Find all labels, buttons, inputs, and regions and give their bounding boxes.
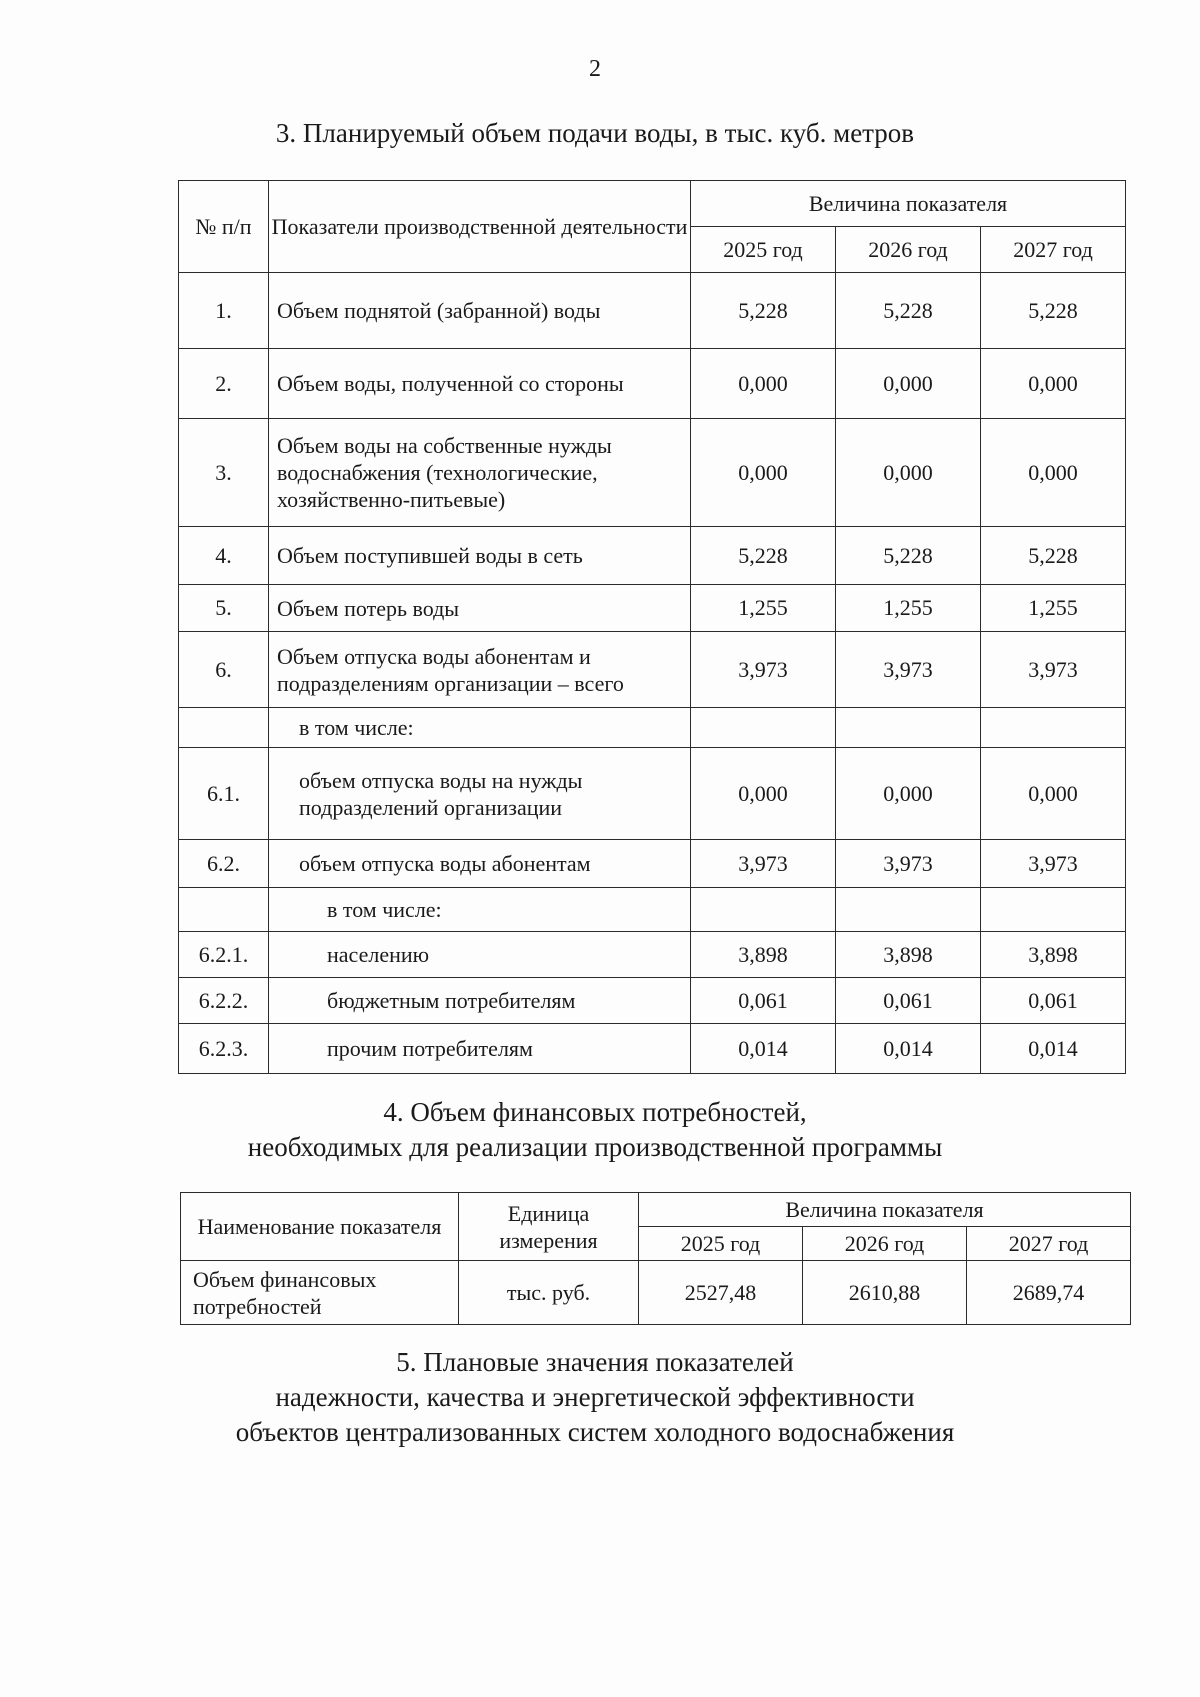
row-value-2027 <box>981 708 1126 748</box>
row-value-2025: 1,255 <box>691 585 836 632</box>
row-num: 3. <box>179 419 269 527</box>
header-year-2027: 2027 год <box>967 1227 1131 1261</box>
row-value-2026: 5,228 <box>836 273 981 349</box>
row-num: 2. <box>179 349 269 419</box>
table-row <box>179 632 1126 708</box>
header-unit: Единица измерения <box>459 1193 639 1261</box>
page-number: 2 <box>589 56 601 82</box>
row-value-2025: 3,973 <box>691 840 836 888</box>
table-row <box>179 888 1126 932</box>
row-num: 6.2.2. <box>179 978 269 1024</box>
row-value-2026: 0,000 <box>836 349 981 419</box>
row-value-2027: 3,973 <box>981 840 1126 888</box>
row-value-2027 <box>981 888 1126 932</box>
row-value-2026: 5,228 <box>836 527 981 585</box>
row-label: населению <box>269 932 691 978</box>
section-4-title-line-1: 4. Объем финансовых потребностей, <box>383 1097 807 1127</box>
row-num: 6.2. <box>179 840 269 888</box>
row-value-2026: 3,898 <box>836 932 981 978</box>
header-value-group: Величина показателя <box>691 181 1126 227</box>
row-num: 6.2.1. <box>179 932 269 978</box>
row-label: Объем воды, полученной со стороны <box>269 349 691 419</box>
row-value-2025: 0,061 <box>691 978 836 1024</box>
table-row <box>179 273 1126 349</box>
header-year-2027: 2027 год <box>981 227 1126 273</box>
row-label: Объем воды на собственные нужды водоснабжения (технологические, хозяйственно-питьевые) <box>269 419 691 527</box>
header-year-2025: 2025 год <box>691 227 836 273</box>
row-label: объем отпуска воды на нужды подразделений организации <box>269 748 691 840</box>
row-value-2025 <box>691 888 836 932</box>
row-value-2025: 3,898 <box>691 932 836 978</box>
table-row <box>181 1261 1131 1325</box>
row-value-2025: 2527,48 <box>639 1261 803 1325</box>
row-num: 5. <box>179 585 269 632</box>
row-value-2027: 5,228 <box>981 273 1126 349</box>
row-value-2027: 3,898 <box>981 932 1126 978</box>
row-label: Объем отпуска воды абонентам и подразделениям организации – всего <box>269 632 691 708</box>
row-value-2026: 0,014 <box>836 1024 981 1074</box>
row-value-2025: 0,000 <box>691 349 836 419</box>
row-value-2027: 0,000 <box>981 419 1126 527</box>
row-num: 6.1. <box>179 748 269 840</box>
row-value-2027: 0,000 <box>981 349 1126 419</box>
row-label: объем отпуска воды абонентам <box>269 840 691 888</box>
row-value-2027: 1,255 <box>981 585 1126 632</box>
row-num: 6. <box>179 632 269 708</box>
row-num: 4. <box>179 527 269 585</box>
row-value-2027: 0,000 <box>981 748 1126 840</box>
section-4-title-line-2: необходимых для реализации производственной программы <box>247 1132 943 1162</box>
row-value-2026: 0,000 <box>836 419 981 527</box>
row-label: в том числе: <box>269 708 691 748</box>
row-value-2026: 1,255 <box>836 585 981 632</box>
row-value-2025: 5,228 <box>691 273 836 349</box>
header-year-2025: 2025 год <box>639 1227 803 1261</box>
row-num <box>179 708 269 748</box>
row-value-2026: 3,973 <box>836 840 981 888</box>
row-value-2027: 3,973 <box>981 632 1126 708</box>
row-value-2026: 0,061 <box>836 978 981 1024</box>
section-5-title <box>0 1345 1190 1450</box>
table-row <box>179 527 1126 585</box>
header-year-2026: 2026 год <box>836 227 981 273</box>
row-value-2026 <box>836 888 981 932</box>
row-unit: тыс. руб. <box>459 1261 639 1325</box>
header-indicator: Показатели производственной деятельности <box>269 181 691 273</box>
row-num: 1. <box>179 273 269 349</box>
row-value-2025: 0,000 <box>691 748 836 840</box>
table-row <box>179 1024 1126 1074</box>
row-label: Объем потерь воды <box>269 585 691 632</box>
water-supply-table <box>178 180 1126 1074</box>
header-name: Наименование показателя <box>181 1193 459 1261</box>
table-row <box>179 748 1126 840</box>
table-row <box>179 349 1126 419</box>
row-value-2026: 0,000 <box>836 748 981 840</box>
row-value-2025: 0,014 <box>691 1024 836 1074</box>
table-row <box>179 840 1126 888</box>
header-value-group: Величина показателя <box>639 1193 1131 1227</box>
financial-needs-table <box>180 1192 1131 1325</box>
header-num: № п/п <box>179 181 269 273</box>
row-value-2027: 2689,74 <box>967 1261 1131 1325</box>
row-value-2027: 0,061 <box>981 978 1126 1024</box>
row-label: бюджетным потребителям <box>269 978 691 1024</box>
row-value-2025 <box>691 708 836 748</box>
row-label: Объем финансовых потребностей <box>181 1261 459 1325</box>
section-5-title-line-1: 5. Плановые значения показателей <box>396 1347 794 1377</box>
table-row <box>179 419 1126 527</box>
section-5-title-line-2: надежности, качества и энергетической эффективности <box>275 1382 915 1412</box>
row-label: прочим потребителям <box>269 1024 691 1074</box>
row-label: Объем поступившей воды в сеть <box>269 527 691 585</box>
row-value-2026 <box>836 708 981 748</box>
row-value-2026: 2610,88 <box>803 1261 967 1325</box>
row-value-2025: 5,228 <box>691 527 836 585</box>
row-label: в том числе: <box>269 888 691 932</box>
row-value-2025: 0,000 <box>691 419 836 527</box>
table-row <box>179 932 1126 978</box>
row-num: 6.2.3. <box>179 1024 269 1074</box>
row-value-2026: 3,973 <box>836 632 981 708</box>
row-value-2025: 3,973 <box>691 632 836 708</box>
table-row <box>179 708 1126 748</box>
row-value-2027: 5,228 <box>981 527 1126 585</box>
section-5-title-line-3: объектов централизованных систем холодного водоснабжения <box>235 1417 955 1447</box>
section-3-title: 3. Планируемый объем подачи воды, в тыс. куб. метров <box>275 118 915 148</box>
section-4-title <box>0 1095 1190 1165</box>
row-value-2027: 0,014 <box>981 1024 1126 1074</box>
table-row <box>179 585 1126 632</box>
table-row <box>179 978 1126 1024</box>
header-year-2026: 2026 год <box>803 1227 967 1261</box>
row-label: Объем поднятой (забранной) воды <box>269 273 691 349</box>
row-num <box>179 888 269 932</box>
